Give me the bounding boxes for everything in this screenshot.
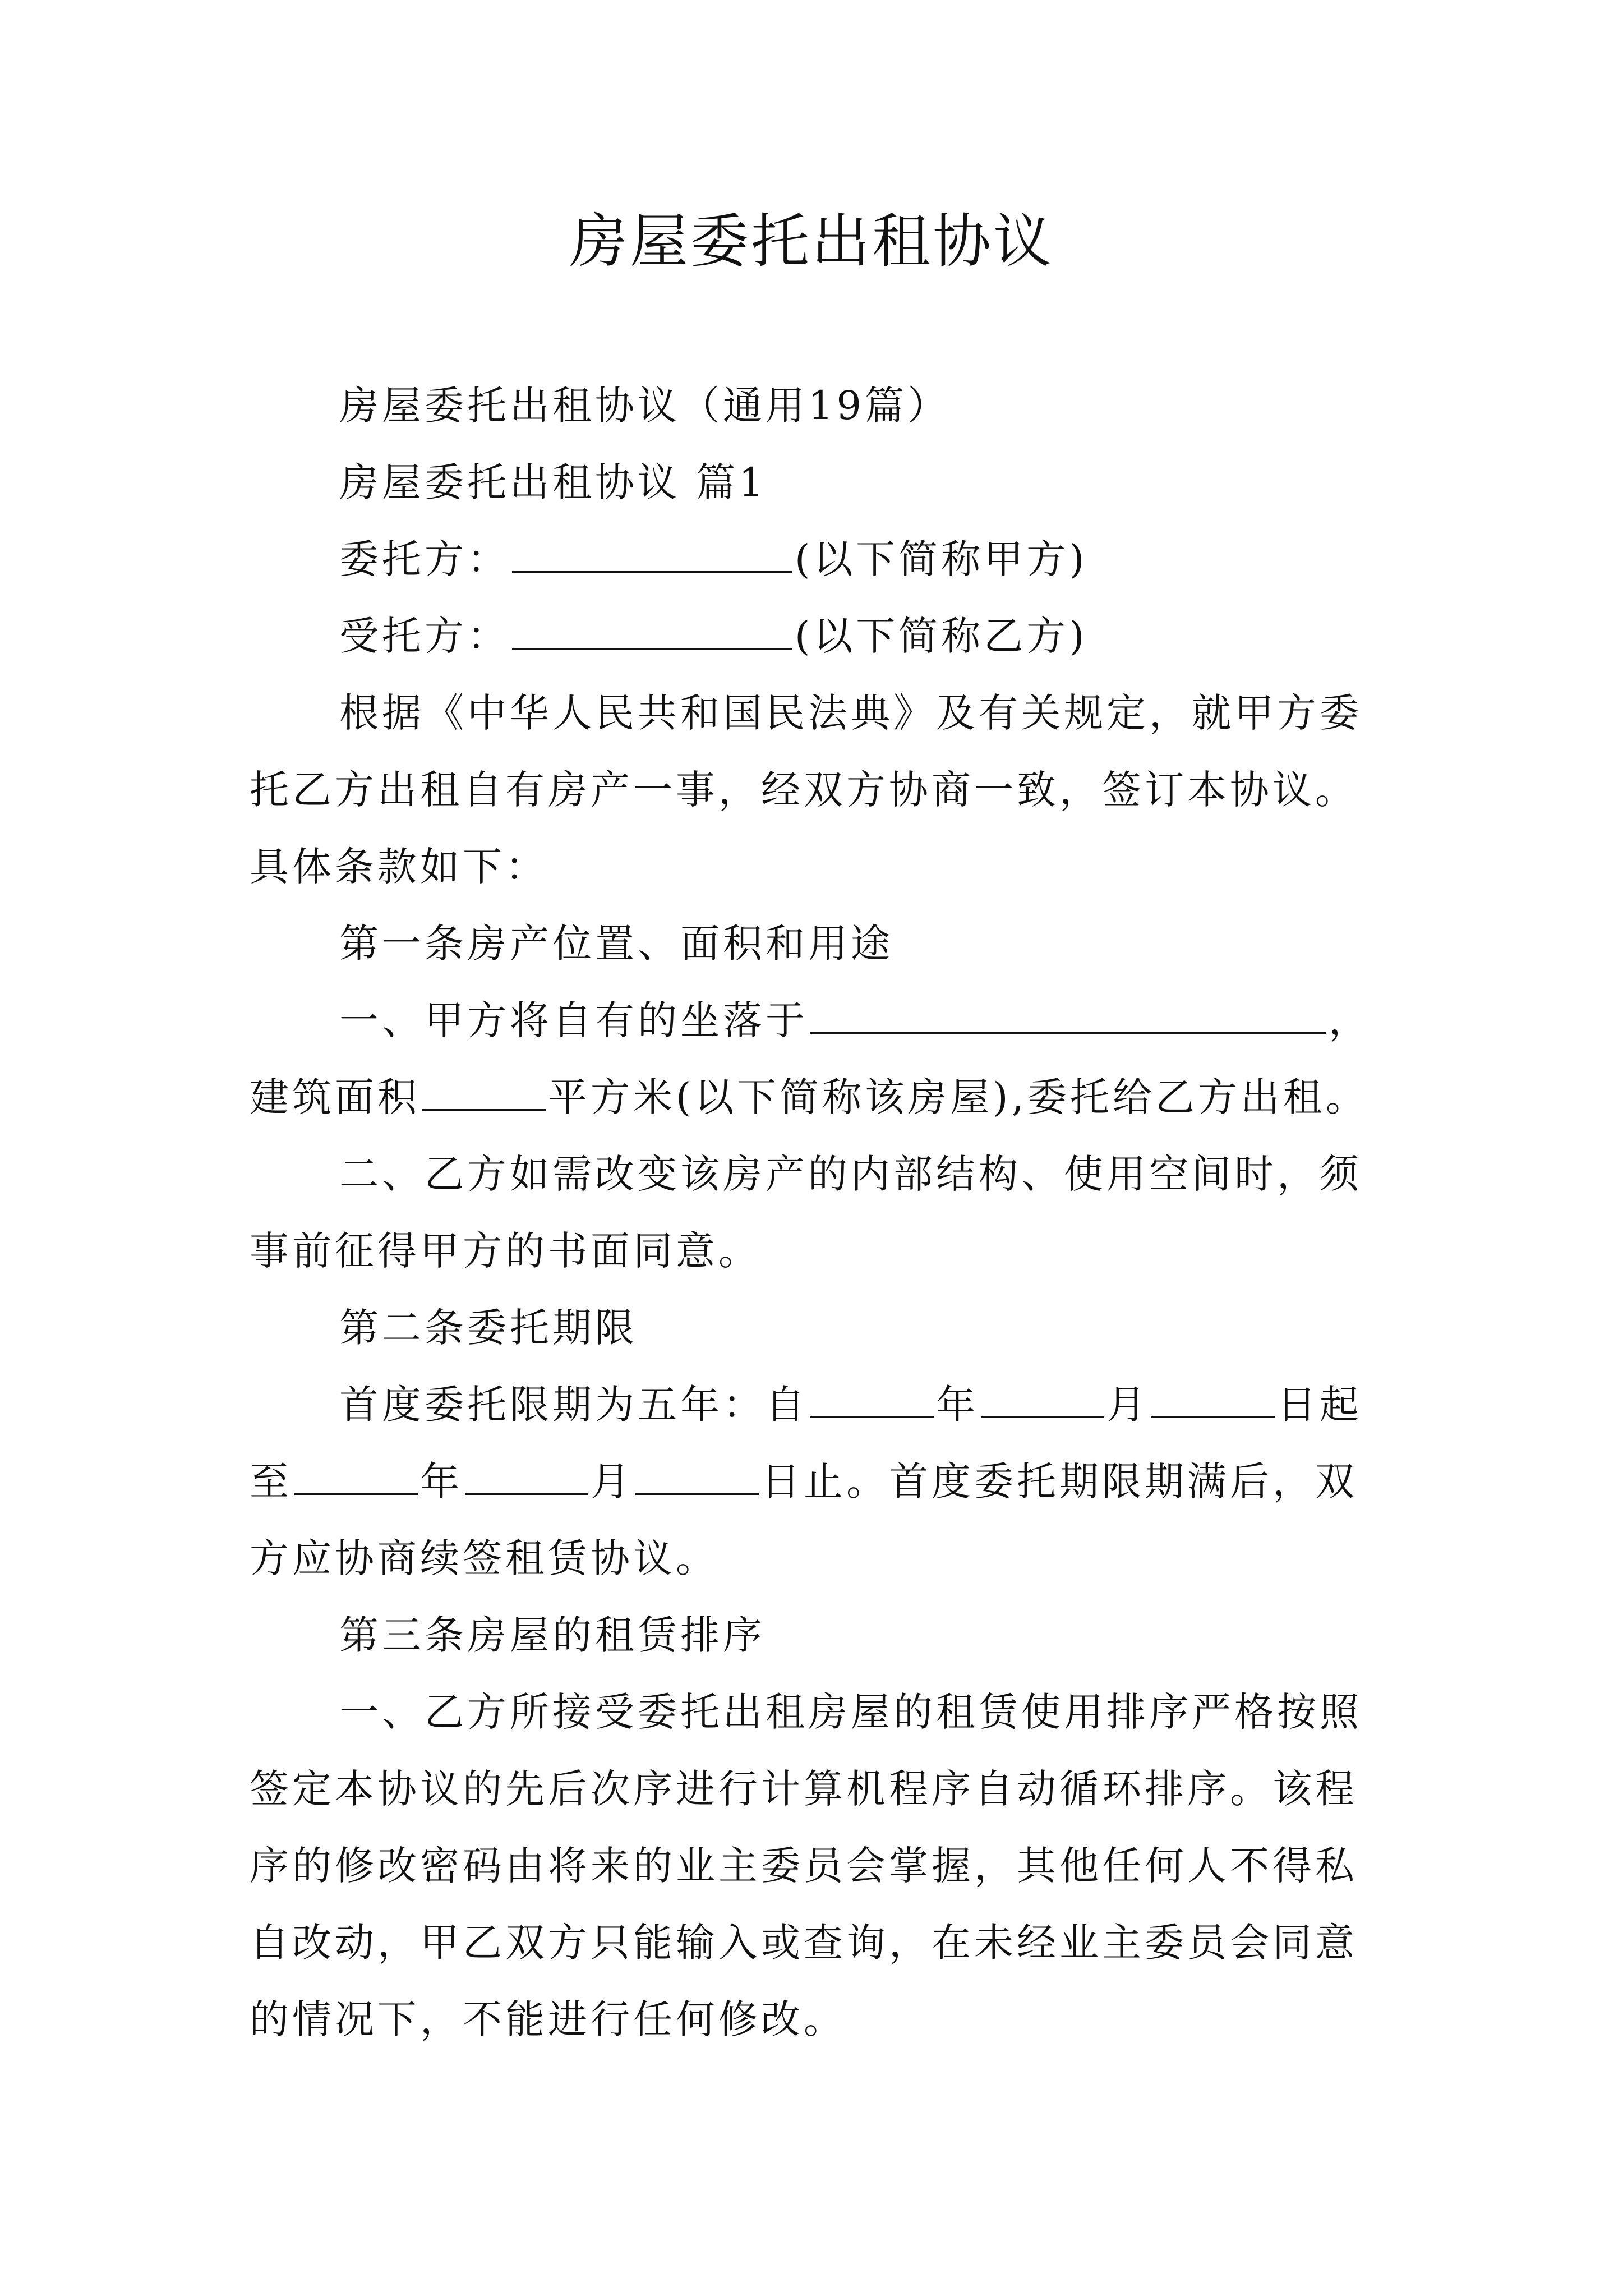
article-1-title: 第一条房产位置、面积和用途: [339, 921, 893, 967]
article-2-title: 第二条委托期限: [339, 1305, 638, 1351]
agent-line: [250, 598, 1382, 675]
agent-suffix: (以下简称乙方): [795, 613, 1088, 659]
principal-blank: [512, 532, 792, 573]
document-title: 房屋委托出租协议: [569, 207, 1054, 275]
intro-line-3: 具体条款如下：: [250, 844, 548, 890]
clause-comma: ，: [1329, 997, 1371, 1043]
month-label: 月: [591, 1458, 633, 1504]
month-from-blank: [981, 1377, 1104, 1418]
article-1-clause-2-line-2: 事前征得甲方的书面同意。: [250, 1228, 761, 1274]
document-body: [250, 367, 1382, 2058]
article-1-clause-1-line-2: [250, 1059, 1382, 1136]
day-to-blank: [635, 1454, 759, 1495]
month-label: 月: [1106, 1382, 1149, 1428]
year-from-blank: [810, 1377, 934, 1418]
article-1-clause-2-line-1: 二、乙方如需改变该房产的内部结构、使用空间时，须: [339, 1151, 1362, 1197]
article-2-line-2: [250, 1443, 1382, 1520]
article-2-line-1: [250, 1366, 1382, 1443]
article-3-line-2: 签定本协议的先后次序进行计算机程序自动循环排序。该程: [250, 1766, 1358, 1812]
day-from-label: 日起: [1277, 1382, 1362, 1428]
clause-text: 平方米(以下简称该房屋),委托给乙方出租。: [548, 1074, 1368, 1120]
article-1-clause-1-line-1: [250, 982, 1382, 1059]
area-blank: [422, 1070, 546, 1111]
intro-line-2: 托乙方出租自有房产一事，经双方协商一致，签订本协议。: [250, 767, 1358, 813]
clause-text: 日止。首度委托期限期满后，双: [761, 1458, 1358, 1504]
article-3-line-1: 一、乙方所接受委托出租房屋的租赁使用排序严格按照: [339, 1689, 1362, 1735]
article-3-line-5: 的情况下，不能进行任何修改。: [250, 1996, 846, 2042]
article-3-line-4: 自改动，甲乙双方只能输入或查询，在未经业主委员会同意: [250, 1920, 1358, 1966]
principal-suffix: (以下简称甲方): [795, 536, 1088, 582]
subtitle: 房屋委托出租协议（通用19篇）: [339, 383, 951, 429]
clause-text: 建筑面积: [250, 1074, 420, 1120]
day-from-blank: [1151, 1377, 1275, 1418]
clause-text: 首度委托限期为五年：自: [339, 1382, 808, 1428]
section-title: 房屋委托出租协议 篇1: [339, 459, 767, 505]
month-to-blank: [465, 1454, 588, 1495]
clause-text: 一、甲方将自有的坐落于: [339, 997, 808, 1043]
article-3-line-3: 序的修改密码由将来的业主委员会掌握，其他任何人不得私: [250, 1843, 1358, 1889]
agent-blank: [512, 609, 792, 650]
year-label: 年: [420, 1458, 463, 1504]
to-label: 至: [250, 1458, 292, 1504]
article-3-title: 第三条房屋的租赁排序: [339, 1612, 766, 1658]
agent-label: 受托方：: [339, 613, 510, 659]
intro-line-1: 根据《中华人民共和国民法典》及有关规定，就甲方委: [339, 690, 1362, 736]
principal-line: [250, 521, 1382, 598]
year-to-blank: [294, 1454, 418, 1495]
principal-label: 委托方：: [339, 536, 510, 582]
article-2-line-3: 方应协商续签租赁协议。: [250, 1535, 718, 1581]
year-label: 年: [936, 1382, 979, 1428]
address-blank: [810, 993, 1326, 1034]
